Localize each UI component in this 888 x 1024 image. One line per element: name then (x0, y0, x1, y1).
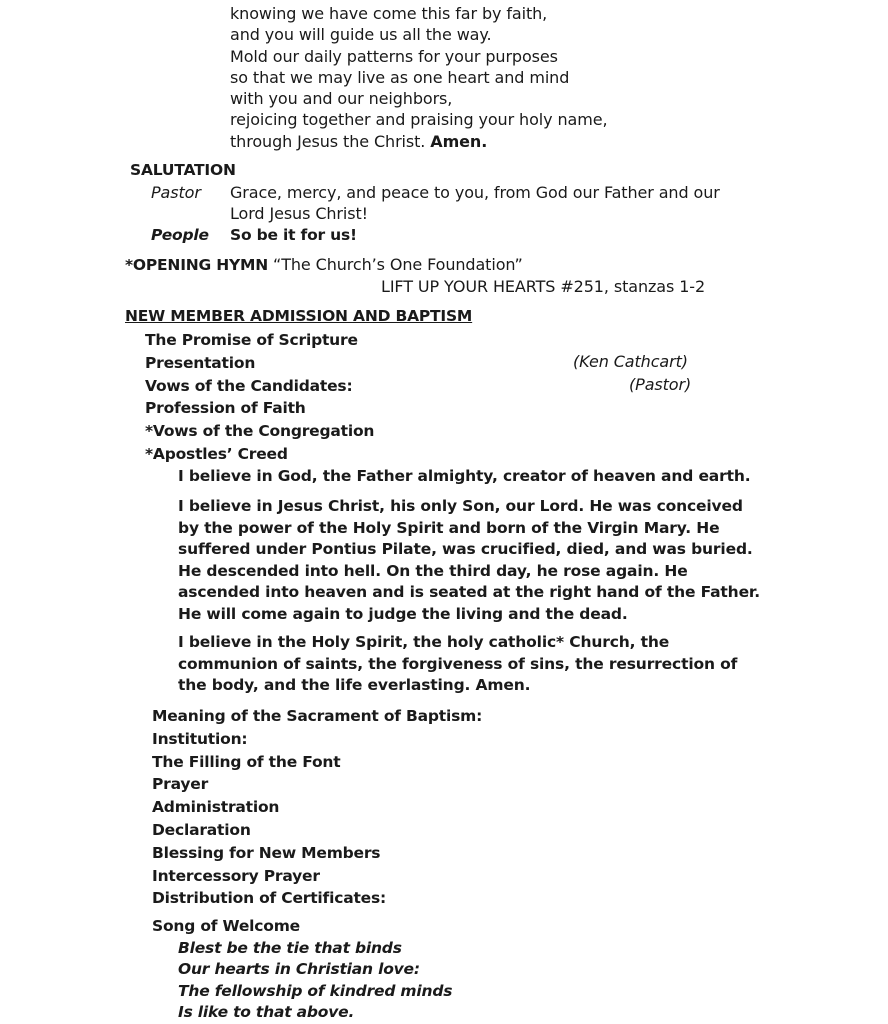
opening-hymn-label: *OPENING HYMN (125, 256, 269, 274)
prayer-line: rejoicing together and praising your holy name, (230, 110, 608, 130)
opening-hymn-source: LIFT UP YOUR HEARTS #251, stanzas 1-2 (381, 277, 706, 296)
creed-paragraph-3 (178, 632, 768, 697)
baptism-item: Intercessory Prayer (152, 866, 320, 885)
creed-paragraph-2 (178, 496, 768, 625)
baptism-item: Institution: (152, 729, 248, 748)
baptism-item: Meaning of the Sacrament of Baptism: (152, 707, 483, 725)
creed-text: I believe in Jesus Christ, his only Son, our Lord. He was conceived by the power of the Holy Spirit and born of the Virgin Mary. He suffered under Pontius Pilate, was crucified, died, and was buried. He descended into hell. On the third day, he rose again. He ascended into heaven and is seated at the right hand of the Father. He will come again to judge the living and the dead. (178, 497, 760, 623)
people-label: People (151, 226, 209, 244)
song-line: Blest be the tie that binds (178, 939, 402, 957)
baptism-item: Blessing for New Members (152, 843, 381, 862)
presentation-leader: (Ken Cathcart) (573, 352, 688, 371)
order-items (145, 329, 374, 466)
song-line: The fellowship of kindred minds (178, 981, 453, 1000)
prayer-line-last (230, 131, 607, 152)
creed-paragraph-1 (178, 466, 778, 488)
prayer-line: with you and our neighbors, (230, 89, 453, 109)
order-item: Vows of the Candidates: (145, 376, 353, 395)
vows-leader: (Pastor) (629, 375, 692, 394)
baptism-item: Distribution of Certificates: (152, 889, 386, 908)
song-line: Is like to that above. (178, 1003, 355, 1022)
creed-text: I believe in the Holy Spirit, the holy catholic* Church, the communion of saints, the forgiveness of sins, the resurrection of the body, and the life everlasting. Amen. (178, 633, 738, 694)
baptism-item: The Filling of the Font (152, 752, 341, 771)
pastor-label: Pastor (151, 183, 201, 202)
prayer-text (230, 3, 607, 152)
baptism-item: Prayer (152, 775, 209, 794)
prayer-amen: Amen. (430, 131, 488, 151)
song-title: Song of Welcome (152, 917, 300, 935)
salutation-heading: SALUTATION (130, 161, 236, 179)
order-item: *Vows of the Congregation (145, 422, 375, 441)
order-item: Presentation (145, 353, 256, 372)
prayer-line: so that we may live as one heart and mind (230, 67, 570, 87)
pastor-text-line2: Lord Jesus Christ! (230, 204, 368, 223)
order-item: *Apostles’ Creed (145, 444, 288, 463)
opening-hymn (125, 255, 523, 274)
song-line: Our hearts in Christian love: (178, 960, 420, 979)
prayer-line: Mold our daily patterns for your purposes (230, 46, 558, 66)
order-item: Profession of Faith (145, 399, 306, 418)
order-item: The Promise of Scripture (145, 331, 358, 349)
baptism-items (152, 705, 482, 910)
people-response: So be it for us! (230, 226, 357, 244)
baptism-item: Administration (152, 798, 280, 817)
prayer-line: and you will guide us all the way. (230, 25, 492, 45)
creed-text: I believe in God, the Father almighty, creator of heaven and earth. (178, 467, 751, 485)
new-member-heading: NEW MEMBER ADMISSION AND BAPTISM (125, 307, 473, 325)
baptism-item: Declaration (152, 820, 251, 839)
prayer-line: through Jesus the Christ. (230, 131, 426, 151)
pastor-text-line1: Grace, mercy, and peace to you, from God our Father and our (230, 183, 720, 202)
opening-hymn-title: “The Church’s One Foundation” (273, 255, 523, 274)
song-lyrics (178, 938, 452, 1024)
prayer-line: knowing we have come this far by faith, (230, 4, 548, 23)
